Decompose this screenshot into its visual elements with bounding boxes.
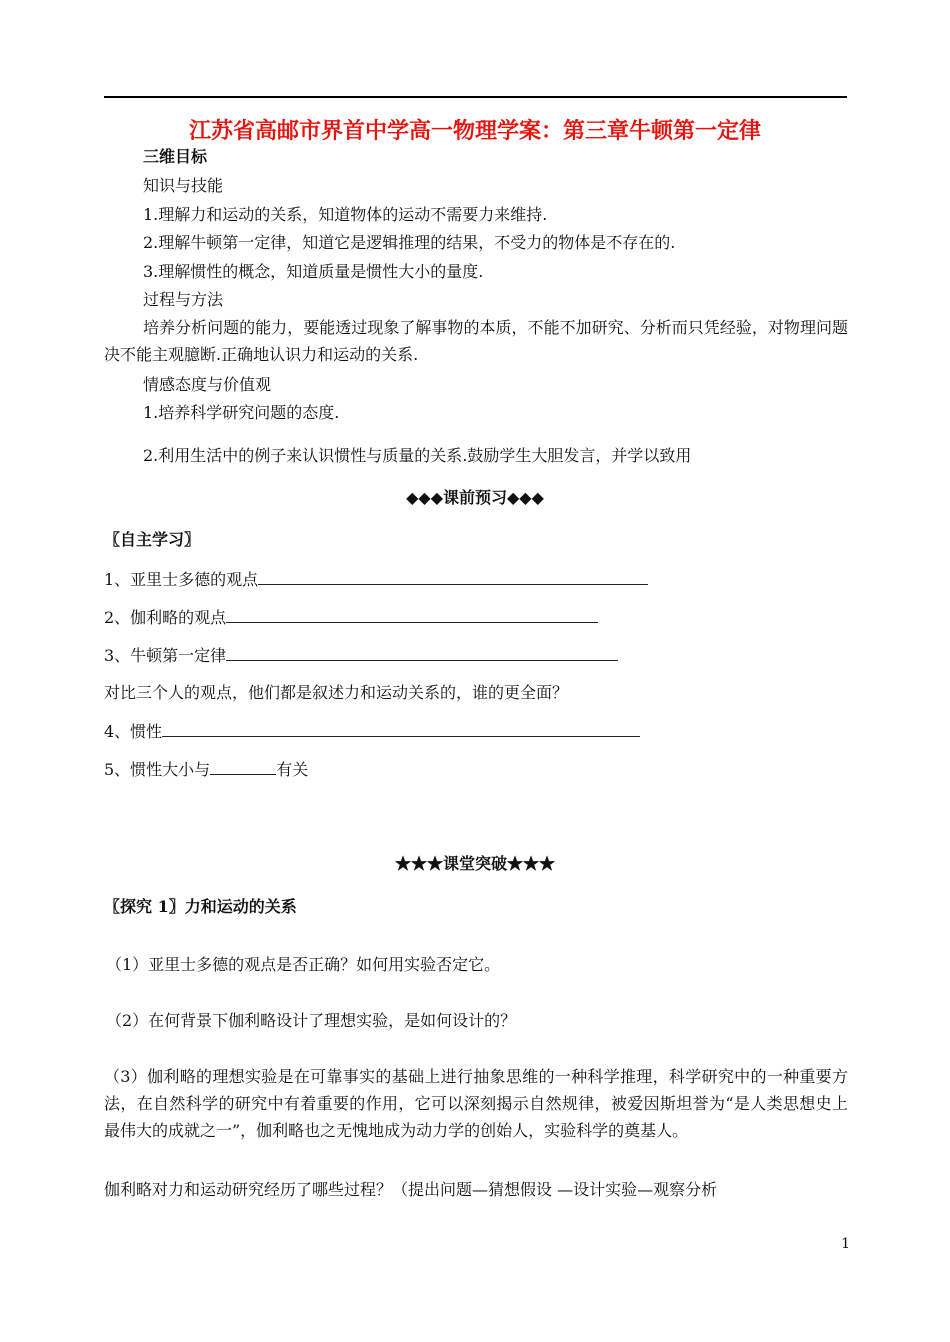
answer-blank-2[interactable] xyxy=(226,607,598,623)
document-title: 江苏省高邮市界首中学高一物理学案：第三章牛顿第一定律 xyxy=(188,118,761,144)
explore-question-2: （2）在何背景下伽利略设计了理想实验，是如何设计的？ xyxy=(106,1011,517,1030)
emotion-item: 2.利用生活中的例子来认识惯性与质量的关系.鼓励学生大胆发言，并学以致用 xyxy=(143,446,692,465)
knowledge-item: 3.理解惯性的概念，知道质量是惯性大小的量度. xyxy=(143,262,484,281)
page-number: 1 xyxy=(841,1236,850,1252)
question-3-label: 3、牛顿第一定律 xyxy=(104,646,227,665)
answer-blank-3[interactable] xyxy=(226,645,618,661)
classroom-banner: ★★★课堂突破★★★ xyxy=(394,854,555,873)
knowledge-item: 2.理解牛顿第一定律，知道它是逻辑推理的结果，不受力的物体是不存在的. xyxy=(143,233,676,252)
emotion-heading: 情感态度与价值观 xyxy=(143,375,272,394)
preview-banner: ◆◆◆课前预习◆◆◆ xyxy=(406,488,544,507)
question-1-label: 1、亚里士多德的观点 xyxy=(104,570,259,589)
question-3 xyxy=(104,645,618,666)
explore-paragraph-4: 伽利略对力和运动研究经历了哪些过程？（提出问题—猜想假设 —设计实验—观察分析 xyxy=(104,1180,718,1199)
emotion-item: 1.培养科学研究问题的态度. xyxy=(143,403,340,422)
question-1 xyxy=(104,569,648,590)
knowledge-item: 1.理解力和运动的关系，知道物体的运动不需要力来维持. xyxy=(143,205,548,224)
question-2 xyxy=(104,607,598,628)
process-text: 培养分析问题的能力，要能透过现象了解事物的本质，不能不加研究、分析而只凭经验，对物理问题决不能主观臆断.正确地认识力和运动的关系. xyxy=(104,318,848,364)
explore-1-heading: 〖探究 1〗力和运动的关系 xyxy=(104,897,297,916)
question-5-suffix: 有关 xyxy=(276,760,309,779)
self-study-heading: 〖自主学习〗 xyxy=(104,530,201,549)
goals-heading: 三维目标 xyxy=(143,147,208,166)
explore-question-1: （1）亚里士多德的观点是否正确？如何用实验否定它。 xyxy=(106,955,501,974)
question-2-label: 2、伽利略的观点 xyxy=(104,608,227,627)
knowledge-heading: 知识与技能 xyxy=(143,176,224,195)
question-4-label: 4、惯性 xyxy=(104,722,163,741)
question-5-label: 5、惯性大小与 xyxy=(104,760,211,779)
process-heading: 过程与方法 xyxy=(143,290,224,309)
answer-blank-4[interactable] xyxy=(162,721,640,737)
header-rule xyxy=(104,96,847,98)
answer-blank-1[interactable] xyxy=(258,569,648,585)
compare-question: 对比三个人的观点，他们都是叙述力和运动关系的，谁的更全面？ xyxy=(104,683,569,702)
question-5 xyxy=(104,759,308,780)
answer-blank-5[interactable] xyxy=(210,759,276,775)
explore-paragraph-3: （3）伽利略的理想实验是在可靠事实的基础上进行抽象思维的一种科学推理，科学研究中的一种重要方法，在自然科学的研究中有着重要的作用，它可以深刻揭示自然规律，被爱因斯坦誉为“是人类思想史上最伟大的成就之一”，伽利略也之无愧地成为动力学的创始人，实验科学的奠基人。 xyxy=(104,1067,848,1140)
question-4 xyxy=(104,721,640,742)
